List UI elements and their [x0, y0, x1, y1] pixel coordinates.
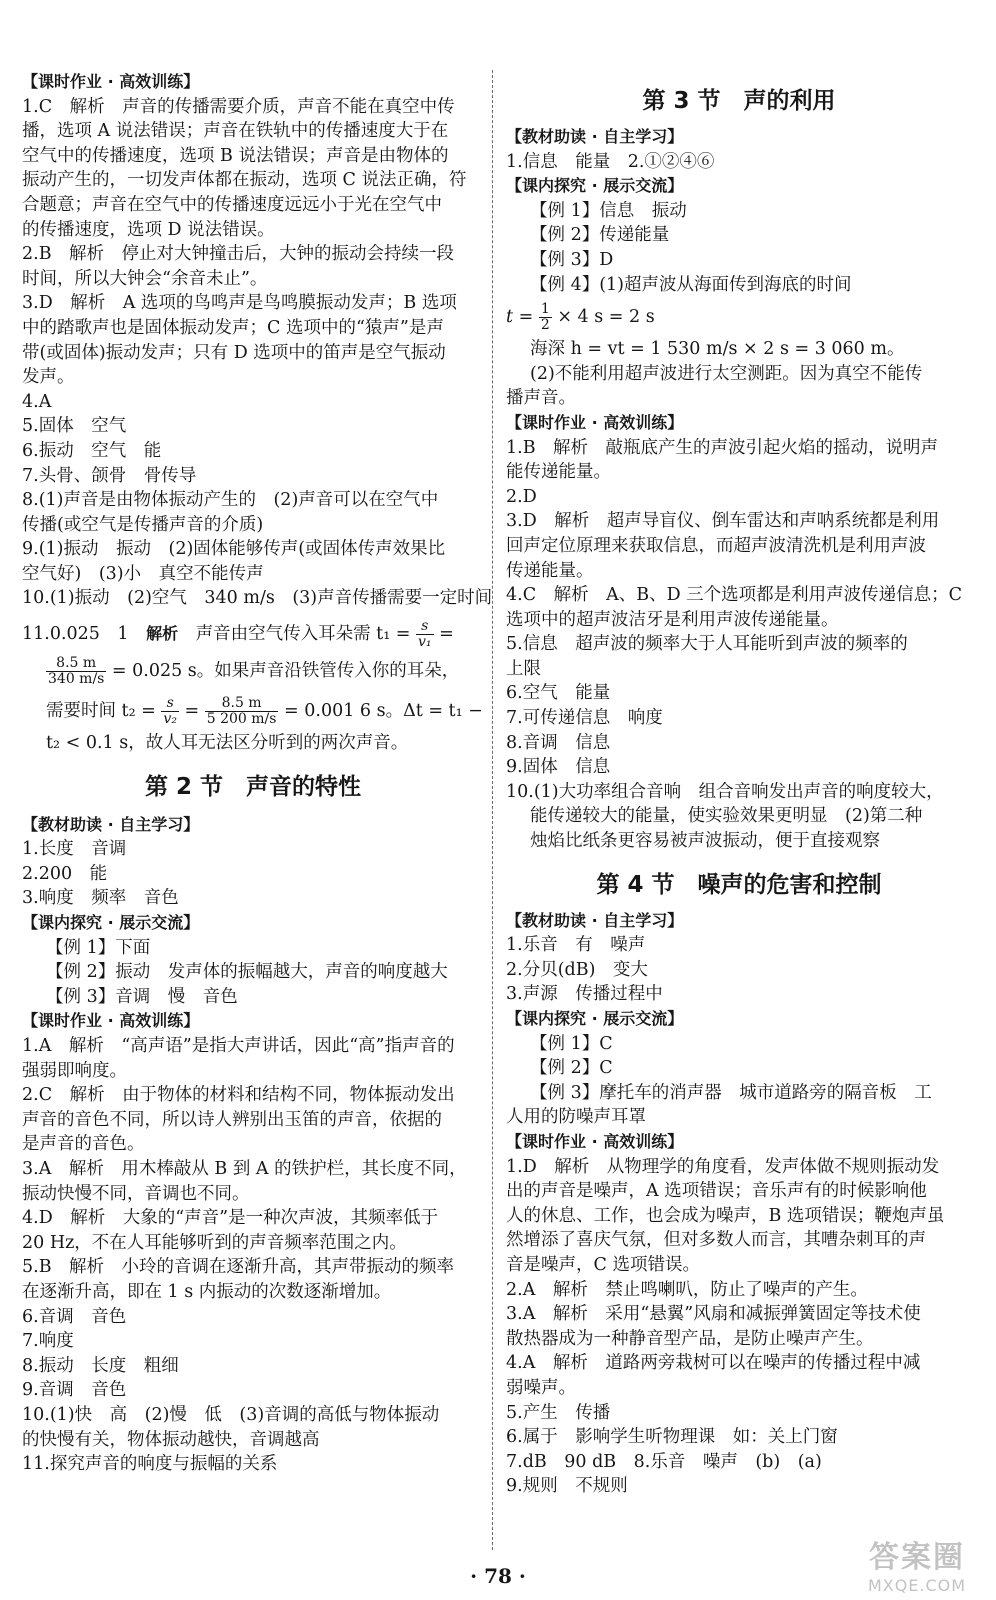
answer-line: 5.B 解析 小玲的音调在逐渐升高，其声带振动的频率 [22, 1257, 455, 1278]
answer-line: 带(或固体)振动发声；只有 D 选项中的笛声是空气振动 [22, 342, 446, 363]
formula-line [506, 297, 972, 337]
answer-line: 弱噪声。 [506, 1377, 576, 1398]
answer-prefix: 11.0.025 1 [22, 624, 147, 645]
answer-line: 回声定位原理来获取信息，而超声波清洗机是利用声波 [506, 535, 926, 556]
section-tag: 【教材助读 · 自主学习】 [22, 814, 200, 834]
answer-line: 的传播速度，选项 D 说法错误。 [22, 219, 275, 240]
example-line: 【例 1】C [530, 1033, 613, 1054]
answer-line: 选项中的超声波洁牙是利用声波传递能量。 [506, 609, 839, 630]
analysis-label: 解析 [146, 624, 179, 644]
answer-line: 8.(1)声音是由物体振动产生的 (2)声音可以在空气中 [22, 490, 439, 511]
fraction-numerator: 8.5 m [205, 696, 279, 712]
answer-line: 空气好) (3)小 真空不能传声 [22, 563, 264, 584]
answer-line: 3.A 解析 采用“悬翼”风扇和减振弹簧固定等技术使 [506, 1304, 921, 1325]
answer-line: 20 Hz，不在人耳能够听到的声音频率范围之内。 [22, 1232, 407, 1253]
answer-line: 人的休息、工作，也会成为噪声，B 选项错误；鞭炮声虽 [506, 1205, 945, 1226]
answer-line: 传递能量。 [506, 560, 594, 581]
fraction-denominator: 340 m/s [48, 671, 105, 688]
answer-line: 1.C 解析 声音的传播需要介质，声音不能在真空中传 [22, 96, 455, 117]
answer-line: 人用的防噪声耳罩 [506, 1107, 646, 1128]
answer-line: 8.振动 长度 粗细 [22, 1355, 179, 1376]
answer-line: 3.D 解析 A 选项的鸟鸣声是鸟鸣膜振动发声；B 选项 [22, 293, 457, 314]
answer-line: 上限 [506, 658, 541, 679]
answer-line: 振动产生的，一切发声体都在振动，选项 C 说法正确，符 [22, 170, 467, 191]
answer-line: 10.(1)快 高 (2)慢 低 (3)音调的高低与物体振动 [22, 1404, 440, 1425]
answer-list-intro [22, 95, 493, 611]
section-title: 第 3 节 声的利用 [642, 88, 836, 114]
formula-text: = 0.025 s。如果声音沿铁管传入你的耳朵， [106, 661, 460, 682]
answer-line: 9.规则 不规则 [506, 1476, 628, 1497]
answer-line: 时间，所以大钟会“余音未止”。 [22, 268, 268, 289]
answer-line: 6.属于 影响学生听物理课 如：关上门窗 [506, 1427, 838, 1448]
section-tag: 【课内探究 · 展示交流】 [506, 176, 684, 196]
answer-line: 5.固体 空气 [22, 416, 127, 437]
section-tag: 【课时作业 · 高效训练】 [506, 412, 684, 432]
section-tag: 【课时作业 · 高效训练】 [22, 72, 200, 91]
answer-line: 9.音调 音色 [22, 1380, 127, 1401]
fraction-numerator: 8.5 m [46, 656, 106, 672]
example-line: 【例 2】传递能量 [530, 225, 670, 246]
example-line: 【例 4】(1)超声波从海面传到海底的时间 [530, 274, 852, 295]
answer-line: 2.C 解析 由于物体的材料和结构不同，物体振动发出 [22, 1085, 455, 1106]
answer-line: 出的声音是噪声，A 选项错误；音乐声有的时候影响他 [506, 1181, 927, 1202]
example-line: 【例 1】信息 振动 [530, 200, 687, 221]
answer-line: 3.D 解析 超声导盲仪、倒车雷达和声呐系统都是利用 [506, 511, 940, 532]
example-line: 【例 1】下面 [46, 937, 151, 958]
watermark-url: MXQE.COM [867, 1576, 967, 1595]
answer-line: 播声音。 [506, 388, 576, 409]
fraction [205, 696, 279, 727]
section-title: 第 2 节 声音的特性 [144, 773, 362, 800]
answer-line: 2.A 解析 禁止鸣喇叭，防止了噪声的产生。 [506, 1279, 868, 1300]
watermark-logo [852, 1532, 982, 1594]
answer-line: 音是噪声，C 选项错误。 [506, 1254, 700, 1275]
answer-line: 在逐渐升高，即在 1 s 内振动的次数逐渐增加。 [22, 1281, 392, 1302]
answer-line: 4.C 解析 A、B、D 三个选项都是利用声波传递信息；C [506, 585, 963, 606]
fraction [46, 656, 106, 687]
answer-line: 然增添了喜庆气氛，但对多数人而言，其嘈杂刺耳的声 [506, 1230, 926, 1251]
answer-line: 7.dB 90 dB 8.乐音 噪声 (b) (a) [506, 1451, 822, 1472]
formula-text: = [178, 701, 205, 722]
example-line: 【例 3】音调 慢 音色 [46, 986, 238, 1007]
fraction-numerator: s [416, 619, 434, 635]
formula-text: 声音由空气传入耳朵需 t₁ = [178, 624, 416, 645]
example-line: 【例 3】D [530, 249, 614, 270]
example-line: 【例 2】振动 发声体的振幅越大，声音的响度越大 [46, 962, 448, 983]
answer-line: 6.空气 能量 [506, 683, 611, 704]
formula-text: × 4 s = 2 s [551, 307, 655, 328]
fraction [416, 619, 434, 650]
answer-line: 2.D [506, 486, 537, 507]
section-tag: 【教材助读 · 自主学习】 [506, 127, 684, 146]
answer-line: 烛焰比纸条更容易被声波振动，便于直接观察 [530, 831, 880, 852]
answer-line: (2)不能利用超声波进行太空测距。因为真空不能传 [530, 363, 923, 384]
answer-line: 4.A 解析 道路两旁栽树可以在噪声的传播过程中减 [506, 1353, 921, 1374]
answer-line: 中的踏歌声也是固体振动发声；C 选项中的“猿声”是声 [22, 317, 444, 338]
fraction-denominator: 5 200 m/s [206, 711, 277, 728]
answer-line: t₂ < 0.1 s，故人耳无法区分听到的两次声音。 [46, 733, 409, 754]
answer-line: 2.B 解析 停止对大钟撞击后，大钟的振动会持续一段 [22, 244, 455, 265]
formula-text: = 0.001 6 s。Δt = t₁ − [278, 701, 483, 722]
answer-line: 5.信息 超声波的频率大于人耳能听到声波的频率的 [506, 634, 908, 655]
answer-line: 1.信息 能量 2.①②④⑥ [506, 151, 715, 172]
equals-sign: = [433, 624, 454, 645]
answer-line: 3.A 解析 用木棒敲从 B 到 A 的铁护栏，其长度不同， [22, 1158, 467, 1179]
answer-line: 传播(或空气是传播声音的介质) [22, 514, 264, 535]
section-tag: 【教材助读 · 自主学习】 [506, 910, 684, 930]
section-tag: 【课内探究 · 展示交流】 [506, 1009, 684, 1028]
fraction-denominator: v₂ [163, 711, 177, 728]
left-column [22, 70, 493, 1477]
answer-line [22, 691, 484, 731]
formula-text: t = [506, 307, 539, 328]
answer-line [22, 651, 484, 691]
answer-line: 7.头骨、颌骨 骨传导 [22, 465, 197, 486]
answer-line: 是声音的音色。 [22, 1134, 145, 1155]
column-divider [492, 70, 493, 1550]
answer-line: 4.A [22, 391, 52, 412]
fraction-numerator: 1 [540, 301, 550, 318]
answer-11-block [22, 617, 484, 756]
example-line: 【例 2】C [530, 1058, 613, 1079]
section-tag: 【课时作业 · 高效训练】 [22, 1011, 200, 1031]
answer-line: 1.B 解析 敲瓶底产生的声波引起火焰的摇动，说明声 [506, 437, 939, 458]
fraction [539, 302, 552, 333]
answer-line: 5.产生 传播 [506, 1402, 611, 1423]
answer-line: 3.声源 传播过程中 [506, 984, 663, 1005]
answer-line: 1.D 解析 从物理学的角度看，发声体做不规则振动发 [506, 1156, 940, 1177]
section-tag: 【课内探究 · 展示交流】 [22, 913, 200, 933]
answer-line: 强弱即响度。 [22, 1060, 127, 1081]
formula-text: 需要时间 t₂ = [46, 701, 162, 722]
fraction [161, 696, 179, 727]
answer-line: 声音的音色不同，所以诗人辨别出玉笛的声音，依据的 [22, 1109, 442, 1130]
answer-line: 1.长度 音调 [22, 839, 127, 860]
fraction-denominator: 2 [540, 317, 550, 334]
section-title: 第 4 节 噪声的危害和控制 [596, 871, 882, 898]
answer-line: 合题意；声音在空气中的传播速度远远小于光在空气中 [22, 194, 442, 215]
answer-line: 散热器成为一种静音型产品，是防止噪声产生。 [506, 1328, 874, 1349]
answer-line: 6.音调 音色 [22, 1306, 127, 1327]
answer-line: 3.响度 频率 音色 [22, 888, 179, 909]
answer-line: 能传递能量。 [506, 462, 611, 483]
right-column [506, 70, 972, 1499]
answer-line [22, 617, 484, 651]
answer-line: 空气中的传播速度，选项 B 说法错误；声音是由物体的 [22, 145, 449, 166]
fraction-denominator: v₁ [418, 634, 432, 651]
answer-line: 的快慢有关，物体振动越快，音调越高 [22, 1429, 320, 1450]
answer-line: 振动快慢不同，音调也不同。 [22, 1183, 250, 1204]
answer-line: 10.(1)大功率组合音响 组合音响发出声音的响度较大， [506, 781, 944, 802]
answer-line: 4.D 解析 大象的“声音”是一种次声波，其频率低于 [22, 1208, 439, 1229]
answer-line: 6.振动 空气 能 [22, 440, 162, 461]
answer-line: 9.固体 信息 [506, 757, 611, 778]
example-line: 【例 3】摩托车的消声器 城市道路旁的隔音板 工 [530, 1082, 932, 1103]
answer-line: 1.乐音 有 噪声 [506, 935, 646, 956]
answer-line: 能传递较大的能量，使实验效果更明显 (2)第二种 [530, 806, 923, 827]
answer-line: 1.A 解析 “高声语”是指大声讲话，因此“高”指声音的 [22, 1036, 455, 1056]
answer-line: 2.分贝(dB) 变大 [506, 959, 648, 980]
answer-line: 播，选项 A 说法错误；声音在铁轨中的传播速度大于在 [22, 121, 449, 142]
fraction-numerator: s [161, 696, 179, 712]
answer-line: 10.(1)振动 (2)空气 340 m/s (3)声音传播需要一定时间 [22, 588, 493, 609]
answer-line: 11.探究声音的响度与振幅的关系 [22, 1454, 278, 1475]
answer-line: 2.200 能 [22, 863, 108, 884]
answer-line: 7.响度 [22, 1331, 74, 1352]
answer-line: 海深 h = vt = 1 530 m/s × 2 s = 3 060 m。 [530, 339, 905, 360]
answer-line: 9.(1)振动 振动 (2)固体能够传声(或固体传声效果比 [22, 539, 446, 560]
answer-line: 8.音调 信息 [506, 732, 611, 753]
watermark-text: 答案圈 [869, 1540, 965, 1575]
page-number: · 78 · [470, 1564, 526, 1588]
answer-line: 7.可传递信息 响度 [506, 708, 663, 729]
answer-line: 发声。 [22, 367, 75, 388]
section-tag: 【课时作业 · 高效训练】 [506, 1131, 684, 1151]
